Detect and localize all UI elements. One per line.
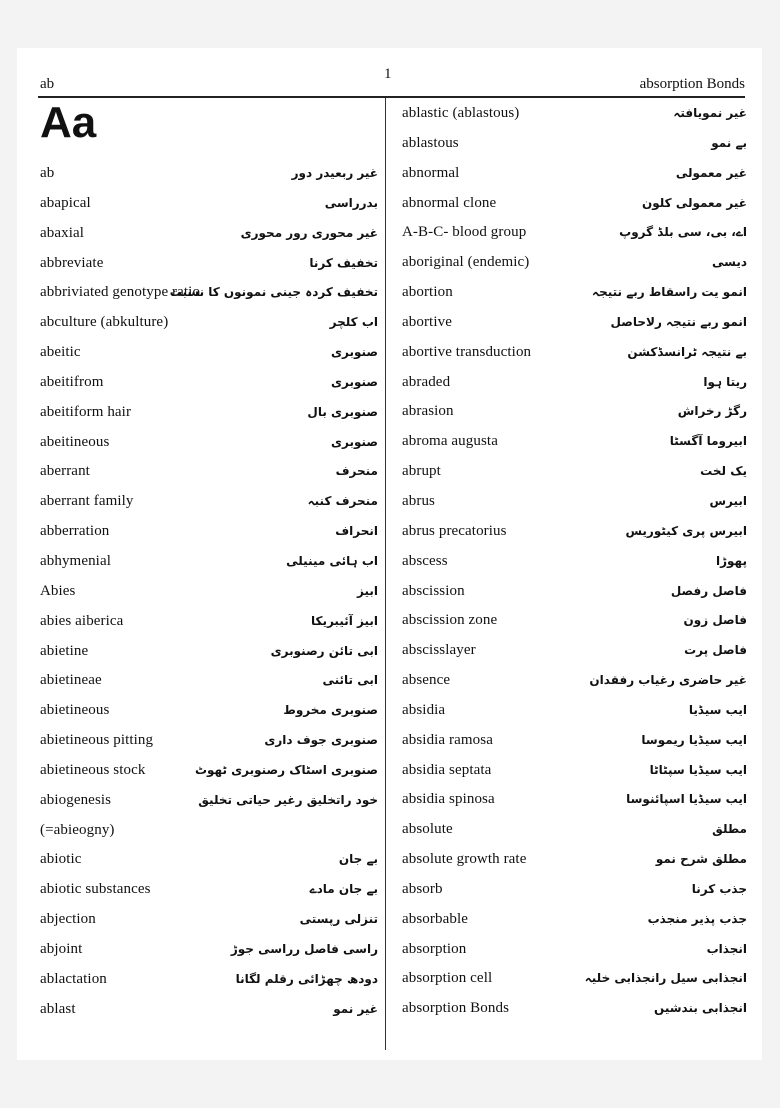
left-column <box>40 159 378 1024</box>
entry-english-term: A-B-C- blood group <box>402 224 527 241</box>
dictionary-entry <box>402 189 747 219</box>
entry-urdu-translation: ایب سیڈیا اسپائنوسا <box>626 792 747 807</box>
entry-urdu-translation: انمو یت راسقاط ربے نتیجہ <box>592 285 747 300</box>
entry-english-term: abnormal <box>402 164 460 181</box>
dictionary-entry <box>40 159 378 189</box>
header-rule <box>38 96 745 98</box>
entry-english-term: ablactation <box>40 970 107 987</box>
entry-urdu-translation: بے جان <box>338 852 378 867</box>
entry-urdu-translation: رگڑ رخراش <box>677 404 747 419</box>
dictionary-entry <box>402 457 747 487</box>
dictionary-entry <box>402 696 747 726</box>
dictionary-entry <box>402 606 747 636</box>
dictionary-entry <box>40 905 378 935</box>
dictionary-entry <box>402 99 747 129</box>
entry-english-term: abiotic substances <box>40 881 151 898</box>
entry-english-term: ablast <box>40 1000 76 1017</box>
entry-english-term: abapical <box>40 194 91 211</box>
entry-english-term: abrasion <box>402 403 454 420</box>
dictionary-entry <box>40 398 378 428</box>
entry-english-term: Abies <box>40 582 76 599</box>
dictionary-entry <box>402 129 747 159</box>
entry-urdu-translation: پھوڑا <box>716 553 747 568</box>
entry-english-term: absidia spinosa <box>402 791 495 808</box>
dictionary-entry <box>402 577 747 607</box>
entry-urdu-translation: ریتا ہوا <box>703 374 747 389</box>
entry-english-term: ablastic (ablastous) <box>402 105 520 121</box>
dictionary-entry <box>402 636 747 666</box>
entry-urdu-translation: ابی تائن رصنوبری <box>270 643 378 658</box>
entry-english-term: abortion <box>402 284 453 301</box>
entry-english-term: abaxial <box>40 224 85 241</box>
entry-urdu-translation: صنوبری <box>331 434 378 449</box>
dictionary-entry <box>402 278 747 308</box>
entry-english-term: abhymenial <box>40 552 111 569</box>
entry-urdu-translation: بے نتیجہ ٹرانسڈکشن <box>627 344 747 359</box>
dictionary-entry <box>402 368 747 398</box>
entry-english-term: absorption Bonds <box>402 1000 510 1017</box>
entry-english-term: abietineae <box>40 672 102 689</box>
entry-urdu-translation: ابیز <box>357 583 378 598</box>
entry-urdu-translation: انجذابی بندشیں <box>654 1001 747 1016</box>
entry-english-term: absidia septata <box>402 761 492 778</box>
entry-urdu-translation: فاصل پرت <box>684 643 747 658</box>
entry-urdu-translation: ابیرس <box>709 493 747 508</box>
entry-urdu-translation: جذب کرنا <box>691 881 747 896</box>
dictionary-entry <box>402 308 747 338</box>
entry-english-term: absorb <box>402 880 443 897</box>
entry-english-term: abortive transduction <box>402 343 532 360</box>
entry-english-term: absorption <box>402 940 467 957</box>
dictionary-entry <box>402 726 747 756</box>
dictionary-entry <box>40 278 378 308</box>
dictionary-entry <box>402 517 747 547</box>
dictionary-entry <box>40 726 378 756</box>
dictionary-entry <box>40 845 378 875</box>
entry-urdu-translation: انجذاب <box>706 941 747 956</box>
entry-english-term: (=abieogny) <box>40 821 115 838</box>
dictionary-entry <box>40 249 378 279</box>
column-divider <box>385 98 386 1050</box>
entry-urdu-translation: ابی تائنی <box>322 673 378 688</box>
right-column <box>402 99 747 1024</box>
dictionary-entry <box>402 159 747 189</box>
dictionary-entry <box>40 816 378 846</box>
dictionary-entry <box>40 219 378 249</box>
entry-english-term: abbriviated genotype ratio <box>40 284 201 301</box>
entry-english-term: absidia ramosa <box>402 731 493 748</box>
dictionary-entry <box>402 785 747 815</box>
entry-english-term: absorption cell <box>402 970 493 987</box>
entry-english-term: abeitifrom <box>40 373 104 390</box>
dictionary-entry <box>402 547 747 577</box>
entry-english-term: abietineous <box>40 702 110 719</box>
section-letter: Aa <box>40 98 97 147</box>
entry-english-term: abeitineous <box>40 433 110 450</box>
entry-english-term: absolute growth rate <box>402 851 527 868</box>
entry-english-term: absolute <box>402 821 453 838</box>
dictionary-entry <box>40 547 378 577</box>
entry-urdu-translation: غیر معمولی کلون <box>642 195 747 210</box>
entry-urdu-translation: منحرف <box>335 464 378 479</box>
entry-urdu-translation: انمو ربے نتیجہ رلاحاصل <box>610 314 747 329</box>
dictionary-entry <box>40 995 378 1025</box>
dictionary-entry <box>40 935 378 965</box>
entry-urdu-translation: غیر معمولی <box>675 165 747 180</box>
entry-english-term: abietineous stock <box>40 761 146 778</box>
dictionary-entry <box>40 428 378 458</box>
dictionary-entry <box>40 666 378 696</box>
entry-urdu-translation: منحرف کنبہ <box>307 494 378 509</box>
entry-urdu-translation: غیر ربعیدر دور <box>291 166 378 180</box>
header-guide-word-right: absorption Bonds <box>639 76 745 92</box>
entry-english-term: abscisslayer <box>402 642 476 659</box>
dictionary-entry <box>40 637 378 667</box>
entry-urdu-translation: ایب سیڈیا ریموسا <box>641 732 747 747</box>
entry-urdu-translation: فاصل رفصل <box>670 583 747 598</box>
entry-urdu-translation: تنزلی رپستی <box>299 912 378 927</box>
dictionary-entry <box>40 308 378 338</box>
entry-english-term: abiogenesis <box>40 791 112 808</box>
dictionary-entry <box>40 965 378 995</box>
entry-english-term: aberrant family <box>40 493 134 510</box>
dictionary-entry <box>40 756 378 786</box>
entry-urdu-translation: بے جان مادے <box>309 882 378 897</box>
entry-urdu-translation: صنوبری <box>331 374 378 389</box>
dictionary-entry <box>40 368 378 398</box>
dictionary-entry <box>40 517 378 547</box>
entry-english-term: abberration <box>40 523 110 540</box>
entry-urdu-translation: یک لخت <box>700 464 747 479</box>
entry-english-term: abrus precatorius <box>402 522 507 539</box>
entry-urdu-translation: مطلق شرح نمو <box>655 852 747 867</box>
dictionary-entry <box>40 786 378 816</box>
entry-urdu-translation: ایب سیڈیا سپٹاٹا <box>649 762 747 777</box>
entry-english-term: abjoint <box>40 940 83 957</box>
dictionary-entry <box>402 666 747 696</box>
entry-urdu-translation: مطلق <box>712 822 747 837</box>
dictionary-page <box>17 48 762 1060</box>
entry-english-term: abscission <box>402 582 465 599</box>
entry-urdu-translation: تخفیف کردہ جینی نمونوں کا نسبت <box>169 285 378 300</box>
entry-urdu-translation: اب کلچر <box>329 315 378 330</box>
entry-english-term: abeitic <box>40 344 81 361</box>
header-guide-word-left: ab <box>40 76 55 92</box>
entry-urdu-translation: جذب پذیر منجذب <box>647 911 747 926</box>
entry-english-term: abietine <box>40 642 89 659</box>
dictionary-entry <box>402 845 747 875</box>
entry-english-term: abortive <box>402 313 452 330</box>
entry-urdu-translation: ابیز آئیبریکا <box>310 613 378 628</box>
entry-urdu-translation: اب ہائی مینیلی <box>286 553 378 568</box>
dictionary-entry <box>40 875 378 905</box>
entry-urdu-translation: صنوبری <box>331 345 378 360</box>
dictionary-entry <box>40 338 378 368</box>
entry-urdu-translation: اے، بی، سی بلڈ گروپ <box>619 225 747 240</box>
dictionary-entry <box>402 248 747 278</box>
entry-urdu-translation: فاصل زون <box>683 613 747 628</box>
entry-urdu-translation: خود راتخلیق رغیر حیاتی تخلیق <box>198 792 378 807</box>
entry-english-term: abjection <box>40 911 96 928</box>
dictionary-entry <box>402 427 747 457</box>
entry-english-term: aboriginal (endemic) <box>402 254 530 271</box>
dictionary-entry <box>402 964 747 994</box>
entry-english-term: abroma augusta <box>402 433 498 450</box>
entry-english-term: aberrant <box>40 463 90 480</box>
entry-english-term: abeitiform hair <box>40 403 132 420</box>
dictionary-entry <box>402 756 747 786</box>
entry-urdu-translation: ابیروما آگسٹا <box>669 434 747 449</box>
entry-urdu-translation: صنوبری مخروط <box>283 703 378 718</box>
dictionary-entry <box>402 815 747 845</box>
entry-english-term: abrus <box>402 492 435 509</box>
entry-english-term: ab <box>40 165 55 181</box>
entry-urdu-translation: بدرراسی <box>324 195 378 210</box>
entry-urdu-translation: صنوبری اسٹاک رصنوبری ٹھوٹ <box>194 762 378 777</box>
entry-urdu-translation: تخفیف کرنا <box>309 255 378 270</box>
entry-english-term: abiotic <box>40 851 82 868</box>
entry-english-term: abraded <box>402 373 451 390</box>
entry-urdu-translation: غیر نمویافتہ <box>673 106 747 120</box>
dictionary-entry <box>402 487 747 517</box>
entry-english-term: absence <box>402 672 451 689</box>
dictionary-entry <box>40 189 378 219</box>
dictionary-entry <box>402 397 747 427</box>
page-number: 1 <box>384 66 392 82</box>
dictionary-entry <box>402 994 747 1024</box>
dictionary-entry <box>40 577 378 607</box>
dictionary-entry <box>402 905 747 935</box>
dictionary-entry <box>40 696 378 726</box>
entry-urdu-translation: صنوبری بال <box>307 404 378 419</box>
entry-english-term: abscission zone <box>402 612 498 629</box>
entry-english-term: abrupt <box>402 463 441 480</box>
entry-urdu-translation: انجذابی سیل رانجذابی خلیہ <box>584 971 747 986</box>
dictionary-entry <box>402 875 747 905</box>
entry-english-term: abies aiberica <box>40 612 124 629</box>
entry-urdu-translation: دیسی <box>711 255 747 270</box>
dictionary-entry <box>402 935 747 965</box>
entry-urdu-translation: راسی فاصل رراسی جوڑ <box>230 941 378 956</box>
dictionary-entry <box>40 457 378 487</box>
entry-urdu-translation: انحراف <box>335 524 378 539</box>
entry-english-term: abbreviate <box>40 254 104 271</box>
entry-urdu-translation: غیر محوری رور محوری <box>240 225 378 240</box>
entry-urdu-translation: ایب سیڈیا <box>688 702 747 717</box>
entry-english-term: absidia <box>402 701 446 718</box>
entry-urdu-translation: دودھ چھڑائی رقلم لگانا <box>235 971 378 986</box>
dictionary-entry <box>40 487 378 517</box>
entry-english-term: ablastous <box>402 134 459 151</box>
dictionary-entry <box>40 607 378 637</box>
entry-urdu-translation: غیر حاضری رغیاب رفقدان <box>589 673 747 688</box>
entry-urdu-translation: ابیرس پری کیٹوریس <box>625 523 747 538</box>
dictionary-entry <box>402 338 747 368</box>
entry-english-term: abietineous pitting <box>40 732 154 749</box>
entry-english-term: abculture (abkulture) <box>40 314 169 331</box>
entry-urdu-translation: صنوبری جوف داری <box>264 733 378 748</box>
entry-english-term: abscess <box>402 552 448 569</box>
entry-urdu-translation: غیر نمو <box>333 1001 378 1016</box>
entry-english-term: absorbable <box>402 910 468 927</box>
entry-english-term: abnormal clone <box>402 194 497 211</box>
entry-urdu-translation: بے نمو <box>711 135 747 150</box>
dictionary-entry <box>402 218 747 248</box>
